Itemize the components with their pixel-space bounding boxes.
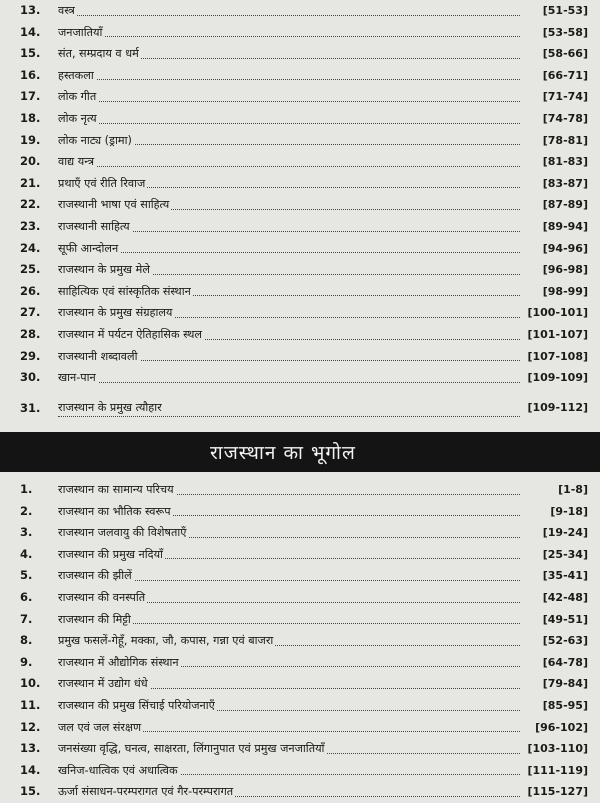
entry-title-text: राजस्थानी भाषा एवं साहित्य	[58, 198, 170, 212]
entry-page-range: [9-18]	[550, 504, 588, 518]
toc-entry	[0, 673, 600, 695]
toc-entry	[0, 0, 600, 22]
entry-number: 13.	[20, 741, 41, 756]
entry-title	[58, 652, 520, 674]
entry-title	[58, 760, 520, 782]
entry-title-text: जनसंख्या वृद्धि, घनत्व, साक्षरता, लिंगानुपात एवं प्रमुख जनजातियाँ	[58, 742, 325, 756]
entry-title	[58, 346, 520, 368]
entry-number: 7.	[20, 611, 33, 626]
entry-number: 26.	[20, 283, 41, 298]
entry-title-text: लोक गीत	[58, 90, 97, 104]
entry-page-range: [115-127]	[527, 785, 588, 799]
entry-title-text: संत, सम्प्रदाय व धर्म	[58, 47, 139, 61]
entry-title	[58, 86, 520, 108]
entry-title	[58, 695, 520, 717]
entry-title	[58, 259, 520, 281]
entry-title	[58, 22, 520, 44]
entry-number: 5.	[20, 568, 33, 583]
entry-title-text: राजस्थान की प्रमुख सिंचाई परियोजनाएँ	[58, 698, 215, 712]
entry-number: 18.	[20, 110, 41, 125]
toc-entry	[0, 695, 600, 717]
toc-entry	[0, 324, 600, 346]
toc-entry	[0, 479, 600, 501]
entry-title	[58, 65, 520, 87]
entry-page-range: [19-24]	[542, 526, 588, 540]
toc-entry	[0, 194, 600, 216]
entry-page-range: [98-99]	[542, 284, 588, 298]
entry-page-range: [64-78]	[542, 655, 588, 669]
entry-title	[58, 108, 520, 130]
toc-entry	[0, 760, 600, 782]
entry-page-range: [96-98]	[542, 263, 588, 277]
entry-page-range: [87-89]	[542, 198, 588, 212]
entry-page-range: [109-112]	[527, 400, 588, 414]
toc-entry	[0, 151, 600, 173]
entry-title	[58, 151, 520, 173]
toc-entry	[0, 130, 600, 152]
entry-page-range: [42-48]	[542, 590, 588, 604]
entry-title-text: राजस्थान की मिट्टी	[58, 612, 131, 626]
toc-entry	[0, 173, 600, 195]
entry-number: 22.	[20, 197, 41, 212]
toc-entry	[0, 346, 600, 368]
entry-title-text: वस्त्र	[58, 4, 75, 17]
entry-title-text: राजस्थान की प्रमुख नदियाँ	[58, 547, 163, 561]
entry-title	[58, 281, 520, 303]
entry-number: 21.	[20, 175, 41, 190]
entry-title-text: साहित्यिक एवं सांस्कृतिक संस्थान	[58, 284, 191, 298]
toc-entry	[0, 393, 600, 423]
toc-entry	[0, 781, 600, 803]
entry-page-range: [35-41]	[542, 569, 588, 583]
entry-number: 27.	[20, 305, 41, 320]
entry-number: 15.	[20, 784, 41, 799]
entry-number: 28.	[20, 326, 41, 341]
entry-page-range: [58-66]	[542, 47, 588, 61]
entry-number: 14.	[20, 24, 41, 39]
entry-title-text: राजस्थानी शब्दावली	[58, 349, 138, 363]
entry-number: 23.	[20, 218, 41, 233]
entry-title	[58, 194, 520, 216]
toc-entry	[0, 22, 600, 44]
toc-entry	[0, 108, 600, 130]
entry-number: 20.	[20, 154, 41, 169]
entry-title-text: राजस्थान के प्रमुख मेले	[58, 263, 150, 277]
entry-title-text: लोक नाट्य (ड्रामा)	[58, 133, 132, 147]
toc-entry	[0, 302, 600, 324]
entry-number: 30.	[20, 370, 41, 385]
entry-page-range: [111-119]	[527, 763, 588, 777]
entry-number: 10.	[20, 676, 41, 691]
toc-entry	[0, 367, 600, 389]
toc-entry	[0, 259, 600, 281]
toc-entry	[0, 216, 600, 238]
toc-entry	[0, 609, 600, 631]
entry-page-range: [78-81]	[542, 133, 588, 147]
entry-page-range: [85-95]	[542, 698, 588, 712]
entry-page-range: [83-87]	[542, 176, 588, 190]
toc-entry	[0, 501, 600, 523]
entry-title-text: राजस्थान में उद्योग धंधे	[58, 677, 148, 691]
entry-title-text: वाद्य यन्त्र	[58, 155, 95, 169]
entry-title	[58, 324, 520, 346]
toc-entry	[0, 65, 600, 87]
entry-title	[58, 565, 520, 587]
entry-title-text: राजस्थान में औद्योगिक संस्थान	[58, 655, 179, 669]
entry-page-range: [96-102]	[535, 720, 588, 734]
entry-page-range: [103-110]	[527, 742, 588, 756]
entry-title	[58, 367, 520, 389]
entry-number: 4.	[20, 546, 33, 561]
entry-page-range: [81-83]	[542, 155, 588, 169]
entry-title	[58, 609, 520, 631]
entry-number: 24.	[20, 240, 41, 255]
entry-number: 25.	[20, 262, 41, 277]
entry-title	[58, 673, 520, 695]
entry-number: 29.	[20, 348, 41, 363]
entry-title-text: राजस्थान की झीलें	[58, 569, 132, 583]
entry-title-text: राजस्थान जलवायु की विशेषताएँ	[58, 526, 187, 540]
entry-title	[58, 717, 520, 739]
entry-title	[58, 781, 520, 803]
entry-title-text: जल एवं जल संरक्षण	[58, 720, 142, 734]
entry-title-text: राजस्थान के प्रमुख त्यौहार	[58, 400, 162, 414]
entry-title-text: राजस्थान में पर्यटन ऐतिहासिक स्थल	[58, 327, 202, 341]
toc-entry	[0, 544, 600, 566]
toc-entry	[0, 86, 600, 108]
entry-title	[58, 393, 520, 423]
entry-page-range: [1-8]	[558, 483, 588, 496]
entry-number: 12.	[20, 719, 41, 734]
entry-title-text: प्रमुख फसलें-गेहूँ, मक्का, जौ, कपास, गन्ना एवं बाजरा	[58, 634, 274, 648]
entry-page-range: [49-51]	[542, 612, 588, 626]
entry-title-text: प्रथाएँ एवं रीति रिवाज	[58, 176, 146, 190]
entry-number: 19.	[20, 132, 41, 147]
toc-entry	[0, 281, 600, 303]
entry-number: 11.	[20, 697, 41, 712]
entry-title	[58, 587, 520, 609]
entry-title-text: राजस्थान की वनस्पति	[58, 590, 146, 604]
section-heading: राजस्थान का भूगोल	[210, 442, 356, 464]
toc-entry	[0, 652, 600, 674]
entry-number: 31.	[20, 400, 41, 415]
entry-number: 16.	[20, 67, 41, 82]
toc-entry	[0, 587, 600, 609]
entry-title-text: सूफी आन्दोलन	[58, 241, 119, 255]
entry-page-range: [51-53]	[542, 4, 588, 17]
entry-title	[58, 173, 520, 195]
entry-title	[58, 501, 520, 523]
entry-title	[58, 544, 520, 566]
entry-title-text: राजस्थान का सामान्य परिचय	[58, 483, 174, 496]
toc-entry	[0, 565, 600, 587]
entry-page-range: [74-78]	[542, 111, 588, 125]
entry-page-range: [53-58]	[542, 25, 588, 39]
entry-number: 3.	[20, 525, 33, 540]
entry-title-text: राजस्थान का भौतिक स्वरूप	[58, 504, 171, 518]
entry-title-text: राजस्थानी साहित्य	[58, 219, 130, 233]
entry-title-text: लोक नृत्य	[58, 111, 97, 125]
entry-number: 13.	[20, 3, 41, 17]
section-banner	[0, 432, 600, 472]
entry-title	[58, 630, 520, 652]
toc-entry	[0, 238, 600, 260]
entry-number: 8.	[20, 633, 33, 648]
entry-title	[58, 43, 520, 65]
toc-entry	[0, 630, 600, 652]
entry-page-range: [89-94]	[542, 219, 588, 233]
toc-entry	[0, 43, 600, 65]
toc-entry	[0, 738, 600, 760]
entry-title	[58, 216, 520, 238]
entry-title	[58, 0, 520, 22]
entry-title	[58, 302, 520, 324]
entry-number: 1.	[20, 482, 33, 496]
entry-number: 6.	[20, 589, 33, 604]
entry-number: 2.	[20, 503, 33, 518]
toc-entry	[0, 522, 600, 544]
entry-title	[58, 130, 520, 152]
entry-number: 17.	[20, 89, 41, 104]
entry-title-text: खनिज-धात्विक एवं अधात्विक	[58, 763, 178, 777]
entry-title-text: खान-पान	[58, 371, 96, 385]
entry-title-text: राजस्थान के प्रमुख संग्रहालय	[58, 306, 173, 320]
entry-title-text: जनजातियाँ	[58, 25, 103, 39]
entry-page-range: [71-74]	[542, 90, 588, 104]
geography-chapter-list	[0, 479, 600, 803]
entry-page-range: [52-63]	[542, 634, 588, 648]
entry-title	[58, 238, 520, 260]
entry-page-range: [25-34]	[542, 547, 588, 561]
entry-page-range: [100-101]	[527, 306, 588, 320]
entry-page-range: [101-107]	[527, 327, 588, 341]
entry-page-range: [66-71]	[542, 68, 588, 82]
entry-number: 15.	[20, 46, 41, 61]
entry-title	[58, 522, 520, 544]
entry-page-range: [109-109]	[527, 371, 588, 385]
entry-page-range: [107-108]	[527, 349, 588, 363]
entry-title	[58, 479, 520, 501]
entry-title-text: हस्तकला	[58, 68, 94, 82]
entry-number: 9.	[20, 654, 33, 669]
entry-page-range: [94-96]	[542, 241, 588, 255]
entry-page-range: [79-84]	[542, 677, 588, 691]
entry-title	[58, 738, 520, 760]
entry-number: 14.	[20, 762, 41, 777]
entry-title-text: ऊर्जा संसाधन-परम्परागत एवं गैर-परम्परागत	[58, 785, 234, 799]
toc-entry	[0, 717, 600, 739]
